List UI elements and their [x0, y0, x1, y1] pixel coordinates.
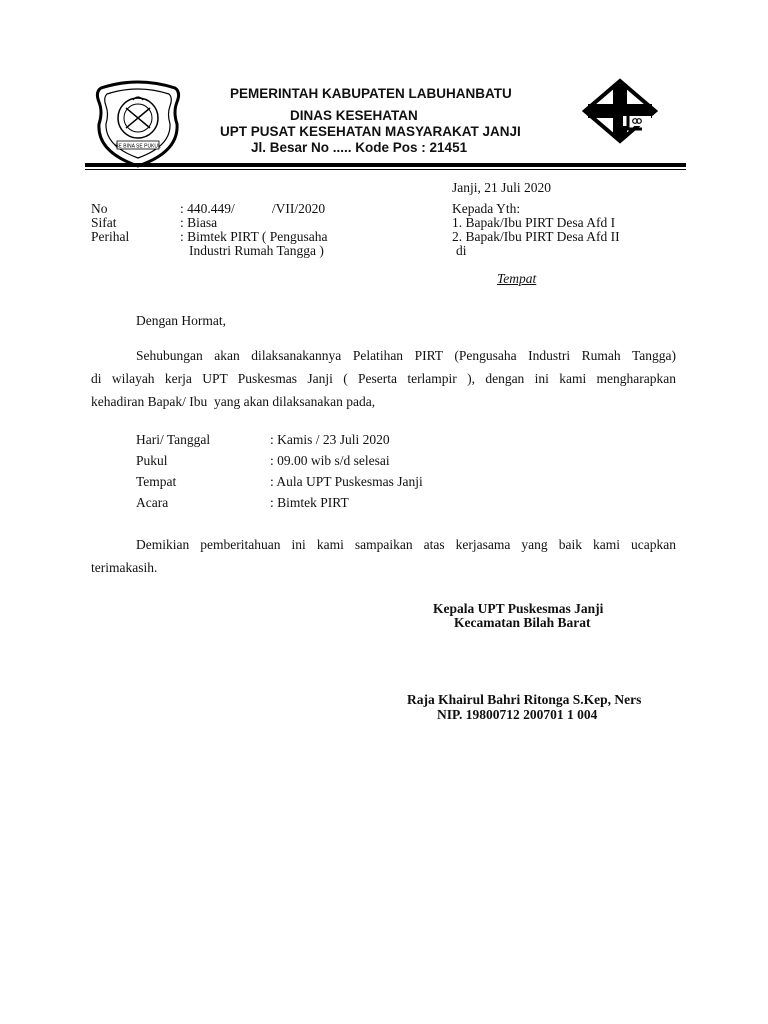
health-department-logo	[582, 78, 658, 144]
recipient-place: Tempat	[497, 271, 537, 286]
recipient-intro: Kepada Yth:	[452, 201, 521, 216]
meta-value-perihal: : Bimtek PIRT ( Pengusaha	[180, 229, 328, 244]
letterhead-address: Jl. Besar No ..... Kode Pos : 21451	[251, 140, 468, 155]
letterhead-thin-rule	[85, 169, 686, 170]
letterhead-thick-rule	[85, 163, 686, 167]
signature-name: Raja Khairul Bahri Ritonga S.Kep, Ners	[407, 692, 642, 707]
meta-label-no: No	[91, 201, 108, 216]
detail-label-place: Tempat	[136, 474, 177, 489]
meta-value-sifat: : Biasa	[180, 215, 218, 230]
paragraph1-line3: kehadiran Bapak/ Ibu yang akan dilaksanakan pada,	[91, 394, 376, 409]
meta-label-perihal: Perihal	[91, 229, 130, 244]
paragraph1-line2: di wilayah kerja UPT Puskesmas Janji ( Peserta terlampir ), dengan ini kami mengharapkan	[91, 371, 676, 386]
letter-date: Janji, 21 Juli 2020	[452, 180, 552, 195]
detail-value-time: : 09.00 wib s/d selesai	[270, 453, 390, 468]
signature-title2: Kecamatan Bilah Barat	[454, 615, 591, 630]
meta-label-sifat: Sifat	[91, 215, 117, 230]
seal-motto-text: SE BINA SE PUKUL	[115, 143, 161, 150]
signature-nip: NIP. 19800712 200701 1 004	[437, 707, 598, 722]
detail-label-date: Hari/ Tanggal	[136, 432, 211, 447]
closing-line1: Demikian pemberitahuan ini kami sampaikan atas kerjasama yang baik kami ucapkan	[136, 537, 676, 552]
regency-seal-logo	[93, 78, 183, 168]
closing-line2: terimakasih.	[91, 560, 158, 575]
recipient-item-1: 1. Bapak/Ibu PIRT Desa Afd I	[452, 215, 616, 230]
recipient-di: di	[456, 243, 467, 258]
meta-value-no: : 440.449/ /VII/2020	[180, 201, 326, 216]
letterhead-department: DINAS KESEHATAN	[290, 108, 418, 123]
detail-label-time: Pukul	[136, 453, 168, 468]
meta-value-perihal-cont: Industri Rumah Tangga )	[189, 243, 324, 258]
letterhead-government: PEMERINTAH KABUPATEN LABUHANBATU	[230, 86, 512, 101]
recipient-item-2: 2. Bapak/Ibu PIRT Desa Afd II	[452, 229, 620, 244]
detail-label-event: Acara	[136, 495, 169, 510]
letterhead-institution: UPT PUSAT KESEHATAN MASYARAKAT JANJI	[220, 124, 521, 139]
greeting: Dengan Hormat,	[136, 313, 226, 328]
detail-value-date: : Kamis / 23 Juli 2020	[270, 432, 390, 447]
paragraph1-line1: Sehubungan akan dilaksanakannya Pelatihan PIRT (Pengusaha Industri Rumah Tangga)	[136, 348, 676, 363]
detail-value-place: : Aula UPT Puskesmas Janji	[270, 474, 423, 489]
signature-title1: Kepala UPT Puskesmas Janji	[433, 601, 604, 616]
detail-value-event: : Bimtek PIRT	[270, 495, 349, 510]
